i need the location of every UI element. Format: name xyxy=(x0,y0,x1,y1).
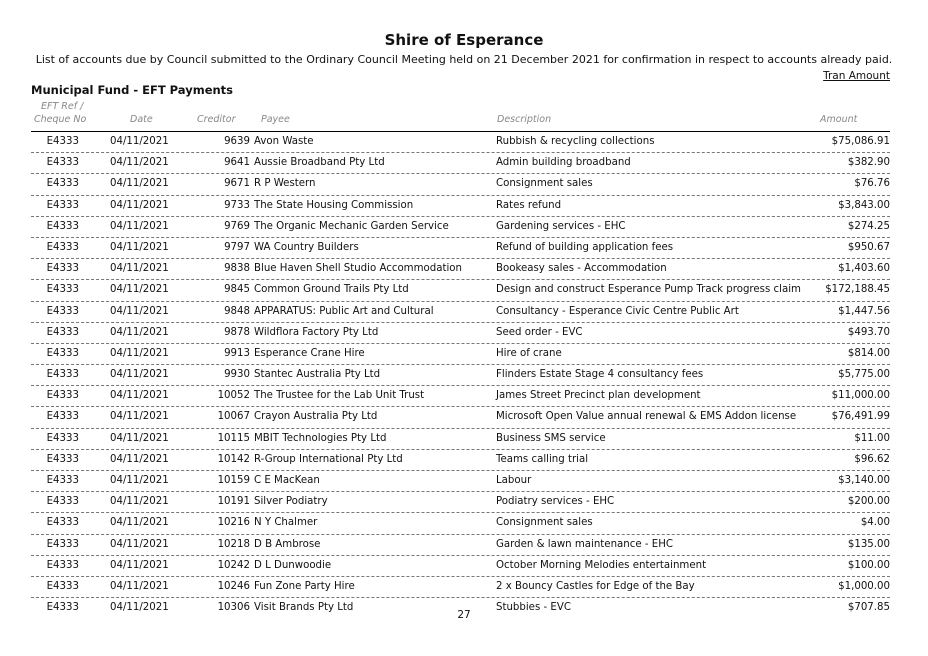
creditor-cell: 9639 xyxy=(224,136,250,147)
payments-table xyxy=(31,132,890,618)
amount-cell: $274.25 xyxy=(847,220,890,232)
amount-cell: $382.90 xyxy=(847,157,890,169)
description-cell: Admin building broadband xyxy=(496,157,631,169)
eft-ref-cell: E4333 xyxy=(46,284,79,296)
description-cell: Business SMS service xyxy=(496,432,606,444)
date-cell: 04/11/2021 xyxy=(110,411,169,423)
amount-cell: $1,000.00 xyxy=(838,580,890,592)
date-cell: 04/11/2021 xyxy=(110,369,169,381)
description-cell: Stubbies - EVC xyxy=(496,602,571,614)
description-cell: October Morning Melodies entertainment xyxy=(496,559,707,571)
date-cell: 04/11/2021 xyxy=(110,326,169,338)
table-row xyxy=(31,323,890,344)
eft-ref-cell: E4333 xyxy=(46,559,79,571)
payee-cell: D L Dunwoodie xyxy=(254,559,332,571)
creditor-cell: 9878 xyxy=(224,326,250,338)
page-number: 27 xyxy=(457,609,471,621)
amount-cell: $1,447.56 xyxy=(838,305,890,317)
table-row xyxy=(31,196,890,217)
payee-cell: Fun Zone Party Hire xyxy=(254,580,355,592)
amount-cell: $3,843.00 xyxy=(838,199,890,211)
description-cell: Bookeasy sales - Accommodation xyxy=(496,263,667,275)
description-cell: Garden & lawn maintenance - EHC xyxy=(496,538,673,550)
payee-cell: Common Ground Trails Pty Ltd xyxy=(254,284,409,296)
table-row xyxy=(31,238,890,259)
eft-ref-cell: E4333 xyxy=(46,369,79,381)
payee-cell: The Trustee for the Lab Unit Trust xyxy=(254,390,425,402)
creditor-cell: 10216 xyxy=(217,517,250,529)
eft-ref-cell: E4333 xyxy=(46,517,79,529)
eft-ref-cell: E4333 xyxy=(46,199,79,211)
page-subtitle: List of accounts due by Council submitted to the Ordinary Council Meeting held on 21 December 2021 for confirmation in respect to accounts already paid. xyxy=(35,53,893,66)
eft-ref-cell: E4333 xyxy=(46,263,79,275)
eft-ref-cell: E4333 xyxy=(46,432,79,444)
amount-cell: $707.85 xyxy=(847,602,890,614)
amount-cell: $4.00 xyxy=(860,517,890,529)
eft-ref-cell: E4333 xyxy=(46,136,79,147)
date-cell: 04/11/2021 xyxy=(110,453,169,465)
description-cell: Consignment sales xyxy=(496,178,593,190)
date-cell: 04/11/2021 xyxy=(110,602,169,614)
table-row xyxy=(31,577,890,598)
eft-ref-cell: E4333 xyxy=(46,178,79,190)
description-cell: Labour xyxy=(496,475,532,486)
payee-cell: C E MacKean xyxy=(254,475,320,486)
date-cell: 04/11/2021 xyxy=(110,559,169,571)
creditor-cell: 10052 xyxy=(217,390,250,402)
amount-cell: $493.70 xyxy=(847,326,890,338)
column-header-description: Description xyxy=(497,114,552,125)
payee-cell: Avon Waste xyxy=(254,136,314,147)
creditor-cell: 10242 xyxy=(217,559,250,571)
date-cell: 04/11/2021 xyxy=(110,432,169,444)
eft-ref-cell: E4333 xyxy=(46,241,79,253)
creditor-cell: 10306 xyxy=(217,602,250,614)
table-row xyxy=(31,407,890,428)
date-cell: 04/11/2021 xyxy=(110,475,169,486)
eft-ref-cell: E4333 xyxy=(46,580,79,592)
table-row xyxy=(31,280,890,301)
creditor-cell: 10067 xyxy=(217,411,250,423)
amount-cell: $76,491.99 xyxy=(831,411,890,423)
payee-cell: WA Country Builders xyxy=(254,241,359,253)
payee-cell: Wildflora Factory Pty Ltd xyxy=(254,326,379,338)
payee-cell: R-Group International Pty Ltd xyxy=(254,453,403,465)
section-heading: Municipal Fund - EFT Payments xyxy=(31,83,234,97)
creditor-cell: 9769 xyxy=(224,220,250,232)
amount-cell: $96.62 xyxy=(854,453,890,465)
creditor-cell: 10191 xyxy=(217,496,250,508)
amount-cell: $1,403.60 xyxy=(838,263,890,275)
payee-cell: Visit Brands Pty Ltd xyxy=(254,602,354,614)
amount-cell: $11,000.00 xyxy=(831,390,890,402)
column-header-payee: Payee xyxy=(261,114,290,125)
description-cell: Refund of building application fees xyxy=(496,241,674,253)
date-cell: 04/11/2021 xyxy=(110,157,169,169)
payee-cell: R P Western xyxy=(254,178,316,190)
table-row xyxy=(31,386,890,407)
payee-cell: Silver Podiatry xyxy=(254,496,328,508)
description-cell: Consultancy - Esperance Civic Centre Public Art xyxy=(496,305,739,317)
table-row xyxy=(31,513,890,534)
table-row xyxy=(31,535,890,556)
amount-cell: $814.00 xyxy=(847,347,890,359)
table-row xyxy=(31,492,890,513)
payee-cell: Aussie Broadband Pty Ltd xyxy=(254,157,385,169)
payee-cell: D B Ambrose xyxy=(254,538,321,550)
date-cell: 04/11/2021 xyxy=(110,263,169,275)
creditor-cell: 9671 xyxy=(224,178,250,190)
creditor-cell: 10142 xyxy=(217,453,250,465)
date-cell: 04/11/2021 xyxy=(110,390,169,402)
table-row xyxy=(31,153,890,174)
table-row xyxy=(31,450,890,471)
description-cell: Podiatry services - EHC xyxy=(496,496,615,508)
eft-ref-cell: E4333 xyxy=(46,496,79,508)
date-cell: 04/11/2021 xyxy=(110,305,169,317)
date-cell: 04/11/2021 xyxy=(110,347,169,359)
date-cell: 04/11/2021 xyxy=(110,538,169,550)
date-cell: 04/11/2021 xyxy=(110,136,169,147)
amount-cell: $100.00 xyxy=(847,559,890,571)
eft-ref-cell: E4333 xyxy=(46,347,79,359)
amount-cell: $950.67 xyxy=(847,241,890,253)
eft-ref-cell: E4333 xyxy=(46,326,79,338)
eft-ref-cell: E4333 xyxy=(46,390,79,402)
creditor-cell: 10218 xyxy=(217,538,250,550)
payee-cell: MBIT Technologies Pty Ltd xyxy=(254,432,387,444)
table-row xyxy=(31,556,890,577)
description-cell: Microsoft Open Value annual renewal & EMS Addon license xyxy=(496,411,797,423)
table-row xyxy=(31,259,890,280)
creditor-cell: 9838 xyxy=(224,263,250,275)
payee-cell: N Y Chalmer xyxy=(254,517,318,529)
eft-ref-cell: E4333 xyxy=(46,538,79,550)
description-cell: Rubbish & recycling collections xyxy=(496,136,655,147)
amount-cell: $172,188.45 xyxy=(825,284,890,296)
page-title: Shire of Esperance xyxy=(384,31,544,49)
date-cell: 04/11/2021 xyxy=(110,241,169,253)
payee-cell: Crayon Australia Pty Ltd xyxy=(254,411,378,423)
date-cell: 04/11/2021 xyxy=(110,178,169,190)
creditor-cell: 10115 xyxy=(217,432,250,444)
table-row xyxy=(31,429,890,450)
payee-cell: Blue Haven Shell Studio Accommodation xyxy=(254,263,462,275)
table-row xyxy=(31,344,890,365)
payee-cell: The Organic Mechanic Garden Service xyxy=(254,220,449,232)
description-cell: Rates refund xyxy=(496,199,562,211)
table-row xyxy=(31,365,890,386)
creditor-cell: 9930 xyxy=(224,369,250,381)
creditor-cell: 9733 xyxy=(224,199,250,211)
amount-cell: $135.00 xyxy=(847,538,890,550)
description-cell: James Street Precinct plan development xyxy=(496,390,701,402)
eft-ref-cell: E4333 xyxy=(46,411,79,423)
creditor-cell: 9848 xyxy=(224,305,250,317)
eft-ref-cell: E4333 xyxy=(46,157,79,169)
date-cell: 04/11/2021 xyxy=(110,199,169,211)
tran-amount-link[interactable]: Tran Amount xyxy=(823,70,890,82)
eft-ref-cell: E4333 xyxy=(46,602,79,614)
date-cell: 04/11/2021 xyxy=(110,220,169,232)
amount-cell: $5,775.00 xyxy=(838,369,890,381)
date-cell: 04/11/2021 xyxy=(110,284,169,296)
table-row xyxy=(31,217,890,238)
date-cell: 04/11/2021 xyxy=(110,496,169,508)
description-cell: Seed order - EVC xyxy=(496,326,583,338)
description-cell: Design and construct Esperance Pump Track progress claim xyxy=(496,284,801,296)
table-row xyxy=(31,132,890,153)
column-header-ref-line1: EFT Ref / xyxy=(41,101,84,112)
column-header-date: Date xyxy=(130,114,153,125)
table-row xyxy=(31,471,890,492)
column-header-ref-line2: Cheque No xyxy=(34,114,87,125)
description-cell: 2 x Bouncy Castles for Edge of the Bay xyxy=(496,580,695,592)
amount-cell: $3,140.00 xyxy=(838,475,890,486)
amount-cell: $11.00 xyxy=(854,432,890,444)
payee-cell: APPARATUS: Public Art and Cultural xyxy=(254,305,434,317)
eft-ref-cell: E4333 xyxy=(46,475,79,486)
amount-cell: $76.76 xyxy=(854,178,890,190)
description-cell: Flinders Estate Stage 4 consultancy fees xyxy=(496,369,704,381)
column-header-amount: Amount xyxy=(820,114,858,125)
amount-cell: $200.00 xyxy=(847,496,890,508)
date-cell: 04/11/2021 xyxy=(110,517,169,529)
table-row xyxy=(31,174,890,195)
creditor-cell: 9845 xyxy=(224,284,250,296)
description-cell: Teams calling trial xyxy=(496,453,589,465)
description-cell: Gardening services - EHC xyxy=(496,220,626,232)
column-header-creditor: Creditor xyxy=(197,114,236,125)
creditor-cell: 9641 xyxy=(224,157,250,169)
payee-cell: Stantec Australia Pty Ltd xyxy=(254,369,381,381)
amount-cell: $75,086.91 xyxy=(831,136,890,147)
description-cell: Hire of crane xyxy=(496,347,562,359)
description-cell: Consignment sales xyxy=(496,517,593,529)
payee-cell: The State Housing Commission xyxy=(254,199,414,211)
payee-cell: Esperance Crane Hire xyxy=(254,347,365,359)
date-cell: 04/11/2021 xyxy=(110,580,169,592)
eft-ref-cell: E4333 xyxy=(46,220,79,232)
eft-ref-cell: E4333 xyxy=(46,453,79,465)
creditor-cell: 10246 xyxy=(217,580,250,592)
creditor-cell: 9797 xyxy=(224,241,250,253)
eft-ref-cell: E4333 xyxy=(46,305,79,317)
table-row xyxy=(31,302,890,323)
creditor-cell: 9913 xyxy=(224,347,250,359)
creditor-cell: 10159 xyxy=(217,475,250,486)
